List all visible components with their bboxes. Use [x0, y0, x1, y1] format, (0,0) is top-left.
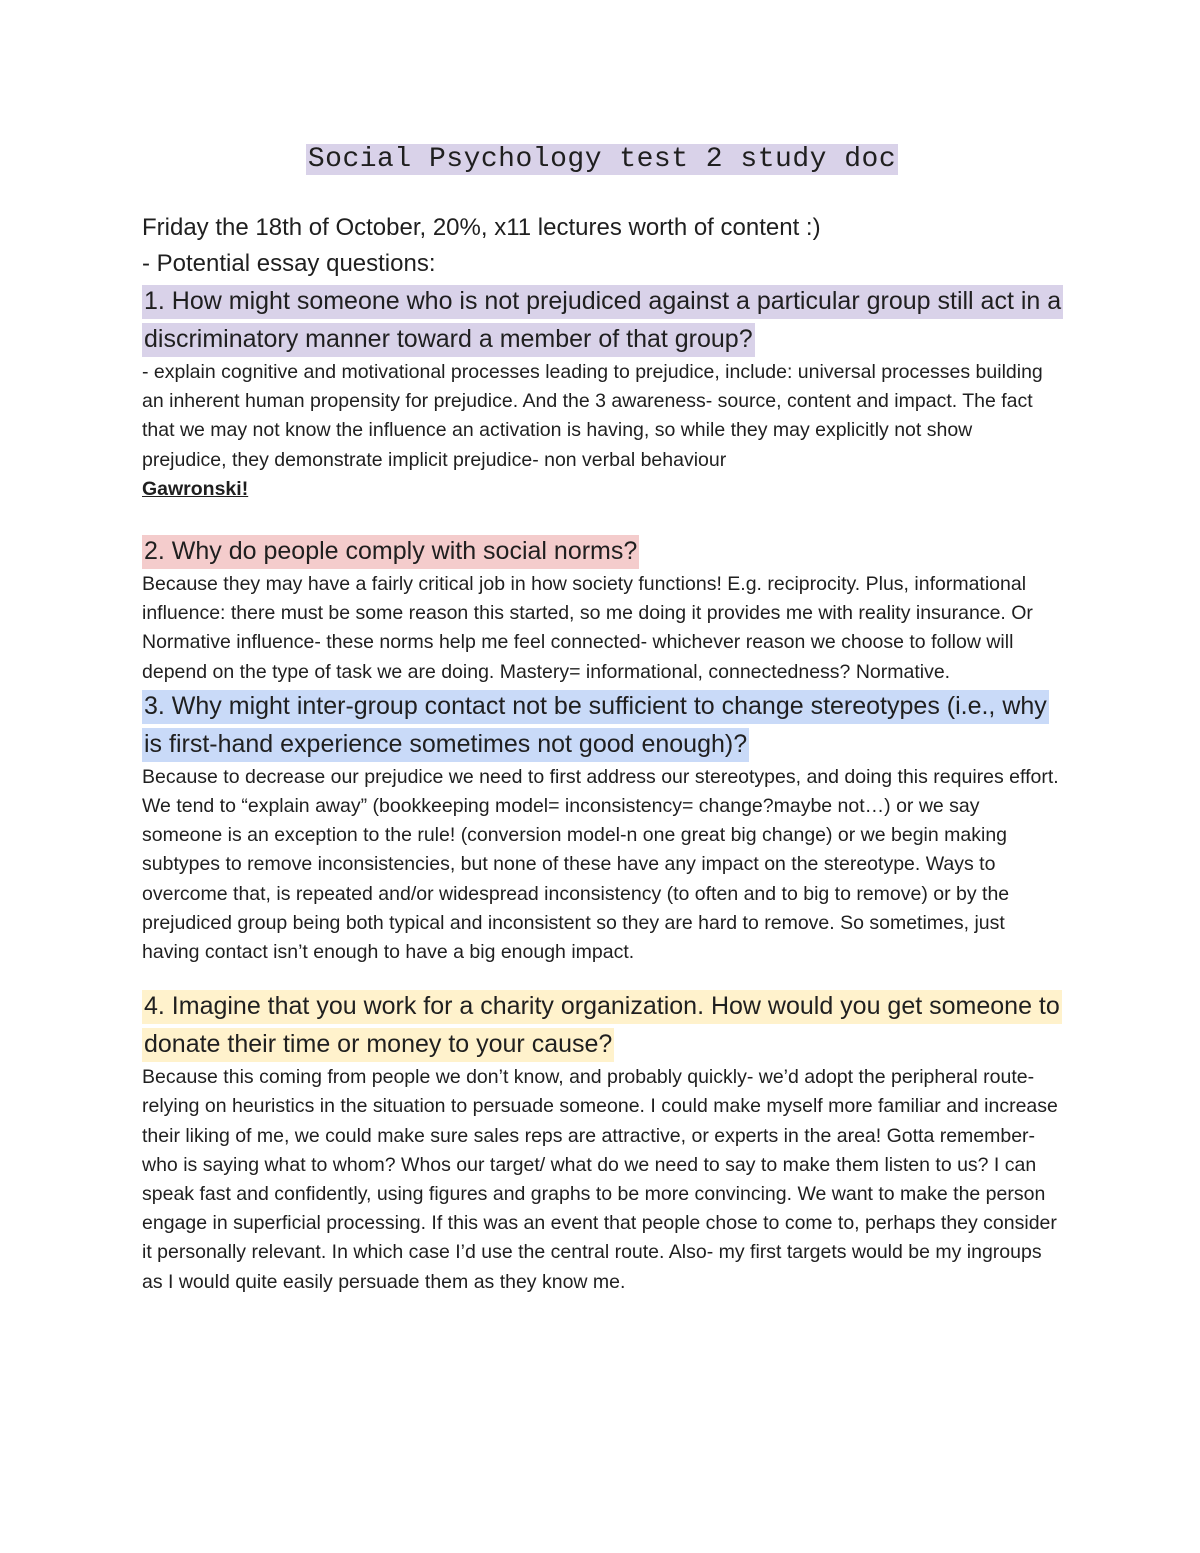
- intro-essay-questions-line: - Potential essay questions:: [142, 250, 436, 277]
- gawronski-note: Gawronski!: [142, 477, 249, 500]
- question-heading: [142, 687, 1062, 763]
- spacer: [142, 967, 1062, 987]
- document-page: [142, 140, 1062, 1297]
- question-block-3: [142, 687, 1062, 967]
- question-text: 4. Imagine that you work for a charity organization. How would you get someone to donate their time or money to your cause?: [142, 990, 1062, 1062]
- answer-text: Because to decrease our prejudice we need to first address our stereotypes, and doing this requires effort. We tend to “explain away” (bookkeeping model= inconsistency= change?maybe not…) or we say someone is an exception to the rule! (conversion model-n one great big change) or we begin making subtypes to remove inconsistencies, but none of these have any impact on the stereotype. Ways to overcome that, is repeated and/or widespread inconsistency (to often and to big to remove) or by the prejudiced group being both typical and inconsistent so they are hard to remove. So sometimes, just having contact isn’t enough to have a big enough impact.: [142, 765, 1059, 964]
- spacer: [142, 504, 1062, 532]
- question-heading: [142, 532, 1062, 570]
- question-text: 2. Why do people comply with social norms?: [142, 535, 639, 569]
- question-text: 3. Why might inter-group contact not be sufficient to change stereotypes (i.e., why is first-hand experience sometimes not good enough)?: [142, 690, 1049, 762]
- question-block-4: [142, 987, 1062, 1297]
- title-wrap: [142, 140, 1062, 180]
- question-heading: [142, 282, 1062, 358]
- answer-text: Because they may have a fairly critical job in how society functions! E.g. reciprocity. Plus, informational influence: there must be some reason this started, so me doing it provides me with reality insurance. Or Normative influence- these norms help me feel connected- whichever reason we choose to follow will depend on the type of task we are doing. Mastery= informational, connectedness? Normative.: [142, 573, 1033, 683]
- intro-date-line: Friday the 18th of October, 20%, x11 lectures worth of content :): [142, 214, 821, 241]
- question-block-2: [142, 532, 1062, 687]
- question-block-1: [142, 282, 1062, 504]
- question-text: 1. How might someone who is not prejudiced against a particular group still act in a discriminatory manner toward a member of that group?: [142, 285, 1063, 357]
- answer-note: [142, 475, 1062, 504]
- question-heading: [142, 987, 1062, 1063]
- document-title: Social Psychology test 2 study doc: [307, 144, 897, 175]
- answer-text: - explain cognitive and motivational processes leading to prejudice, include: universal processes building an inherent human propensity for prejudice. And the 3 awareness- source, content and impact. The fact that we may not know the influence an activation is having, so while they may explicitly not show prejudice, they demonstrate implicit prejudice- non verbal behaviour: [142, 361, 1043, 471]
- answer-text: Because this coming from people we don’t know, and probably quickly- we’d adopt the peripheral route- relying on heuristics in the situation to persuade someone. I could make myself more familiar and increase their liking of me, we could make sure sales reps are attractive, or experts in the area! Gotta remember- who is saying what to whom? Whos our target/ what do we need to say to make them listen to us? I can speak fast and confidently, using figures and graphs to be more convincing. We want to make the person engage in superficial processing. If this was an event that people chose to come to, perhaps they consider it personally relevant. In which case I’d use the central route. Also- my first targets would be my ingroups as I would quite easily persuade them as they know me.: [142, 1066, 1058, 1293]
